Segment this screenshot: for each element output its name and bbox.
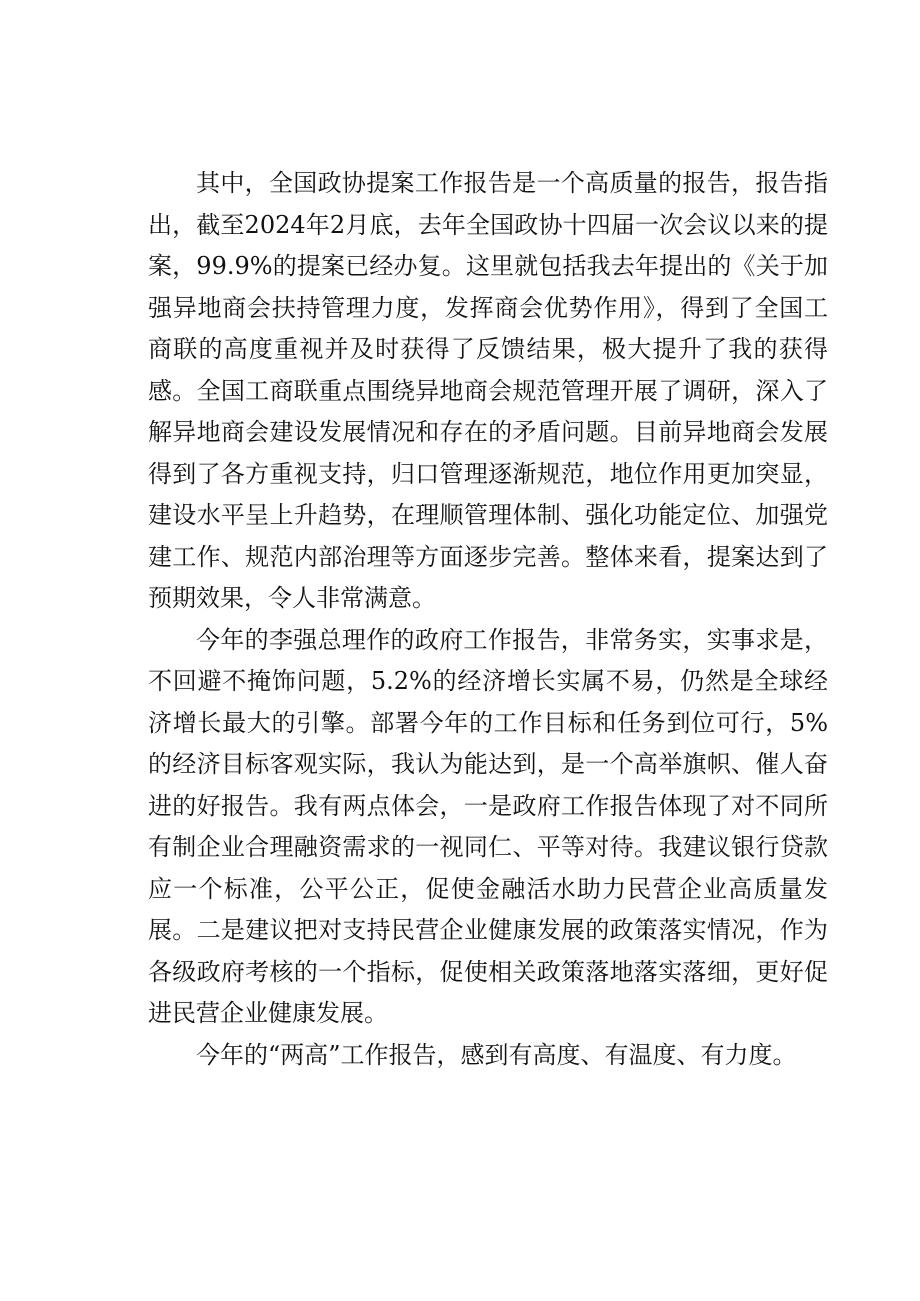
document-body	[148, 163, 828, 1076]
paragraph-proposal-report: 其中，全国政协提案工作报告是一个高质量的报告，报告指出，截至2024年2月底，去年全国政协十四届一次会议以来的提案，99.9%的提案已经办复。这里就包括我去年提出的《关于加强异地商会扶持管理力度，发挥商会优势作用》，得到了全国工商联的高度重视并及时获得了反馈结果，极大提升了我的获得感。全国工商联重点围绕异地商会规范管理开展了调研，深入了解异地商会建设发展情况和存在的矛盾问题。目前异地商会发展得到了各方重视支持，归口管理逐渐规范，地位作用更加突显，建设水平呈上升趋势，在理顺管理体制、强化功能定位、加强党建工作、规范内部治理等方面逐步完善。整体来看，提案达到了预期效果，令人非常满意。	[148, 169, 828, 612]
paragraph-government-work-report: 今年的李强总理作的政府工作报告，非常务实，实事求是，不回避不掩饰问题，5.2%的经济增长实属不易，仍然是全球经济增长最大的引擎。部署今年的工作目标和任务到位可行，5%的经济目标客观实际，我认为能达到，是一个高举旗帜、催人奋进的好报告。我有两点体会，一是政府工作报告体现了对不同所有制企业合理融资需求的一视同仁、平等对待。我建议银行贷款应一个标准，公平公正，促使金融活水助力民营企业高质量发展。二是建议把对支持民营企业健康发展的政策落实情况，作为各级政府考核的一个指标，促使相关政策落地落实落细，更好促进民营企业健康发展。	[148, 625, 828, 1027]
paragraph-two-high-reports: 今年的“两高”工作报告，感到有高度、有温度、有力度。	[196, 1040, 797, 1069]
